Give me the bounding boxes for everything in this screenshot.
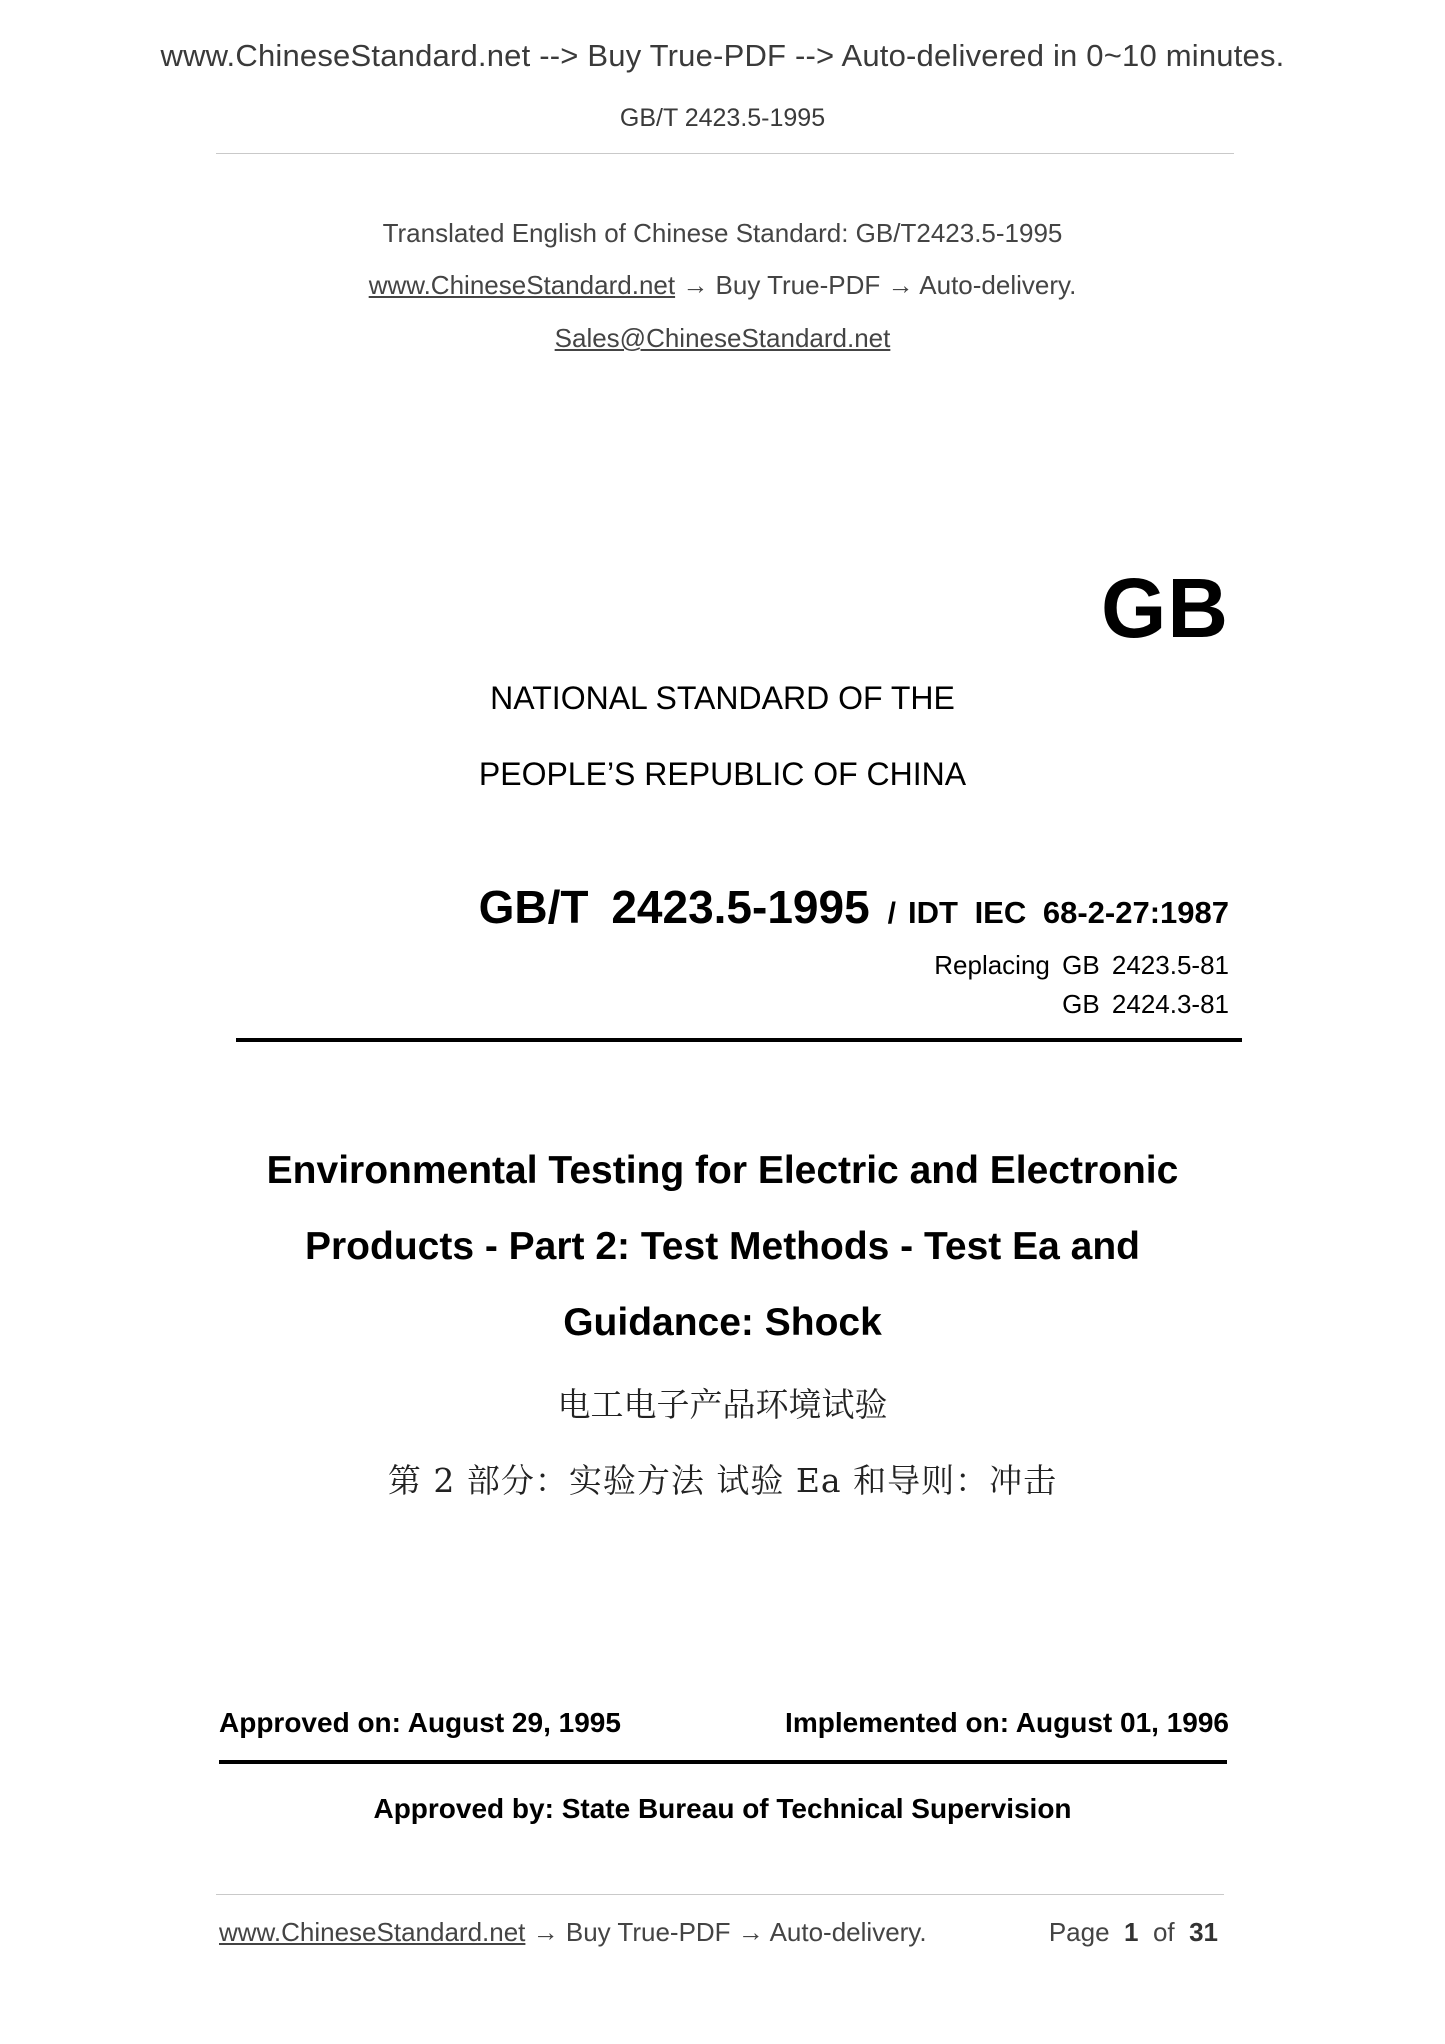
site-link[interactable]: www.ChineseStandard.net bbox=[368, 270, 676, 300]
page-label: Page bbox=[1048, 1917, 1110, 1947]
header-standard-code: GB/T 2423.5-1995 bbox=[619, 104, 826, 132]
standard-separator: / bbox=[887, 897, 897, 930]
page-of: of bbox=[1152, 1917, 1175, 1947]
implemented-on-date: Implemented on: August 01, 1996 bbox=[785, 1707, 1229, 1738]
page-indicator bbox=[1049, 1917, 1218, 1948]
gb-logo-mark: GB bbox=[1101, 561, 1229, 655]
translation-notice: Translated English of Chinese Standard: GB/T2423.5-1995 bbox=[382, 218, 1063, 248]
standard-number: GB/T 2423.5-1995 bbox=[478, 881, 870, 933]
standard-number-line bbox=[479, 880, 1229, 934]
national-standard-line-2: PEOPLE’S REPUBLIC OF CHINA bbox=[478, 756, 967, 792]
sales-email-line bbox=[0, 323, 1445, 354]
english-title-line-3: Guidance: Shock bbox=[563, 1301, 882, 1344]
idt-reference: IDT IEC 68-2-27:1987 bbox=[908, 895, 1229, 930]
approved-by: Approved by: State Bureau of Technical Supervision bbox=[373, 1793, 1072, 1824]
replacing-line-1: Replacing GB 2423.5-81 bbox=[934, 950, 1229, 980]
header-divider bbox=[216, 153, 1234, 154]
footer-site-link[interactable]: www.ChineseStandard.net bbox=[219, 1917, 526, 1947]
footer-divider bbox=[216, 1894, 1224, 1895]
header-banner: www.ChineseStandard.net --> Buy True-PDF --> Auto-delivered in 0~10 minutes. bbox=[160, 38, 1285, 73]
replacing-line-2: GB 2424.3-81 bbox=[1062, 989, 1229, 1019]
english-title-line-1: Environmental Testing for Electric and Electronic bbox=[266, 1149, 1179, 1192]
chinese-title-line-2: 第 2 部分：实验方法 试验 Ea 和导则：冲击 bbox=[387, 1461, 1058, 1500]
chinese-title-line-1: 电工电子产品环境试验 bbox=[557, 1385, 888, 1424]
footer-site-suffix: → Buy True-PDF → Auto-delivery. bbox=[525, 1917, 927, 1947]
translation-site-line bbox=[0, 270, 1445, 301]
page-current: 1 bbox=[1124, 1917, 1139, 1947]
approval-divider bbox=[219, 1760, 1227, 1764]
sales-email-link[interactable]: Sales@ChineseStandard.net bbox=[554, 323, 891, 353]
footer-site-line bbox=[219, 1917, 927, 1948]
page-total: 31 bbox=[1189, 1917, 1218, 1947]
english-title-line-2: Products - Part 2: Test Methods - Test Ea and bbox=[304, 1225, 1140, 1268]
approved-on-date: Approved on: August 29, 1995 bbox=[219, 1707, 621, 1738]
national-standard-line-1: NATIONAL STANDARD OF THE bbox=[490, 680, 955, 716]
title-divider bbox=[236, 1038, 1242, 1042]
site-link-suffix: → Buy True-PDF → Auto-delivery. bbox=[675, 270, 1077, 300]
